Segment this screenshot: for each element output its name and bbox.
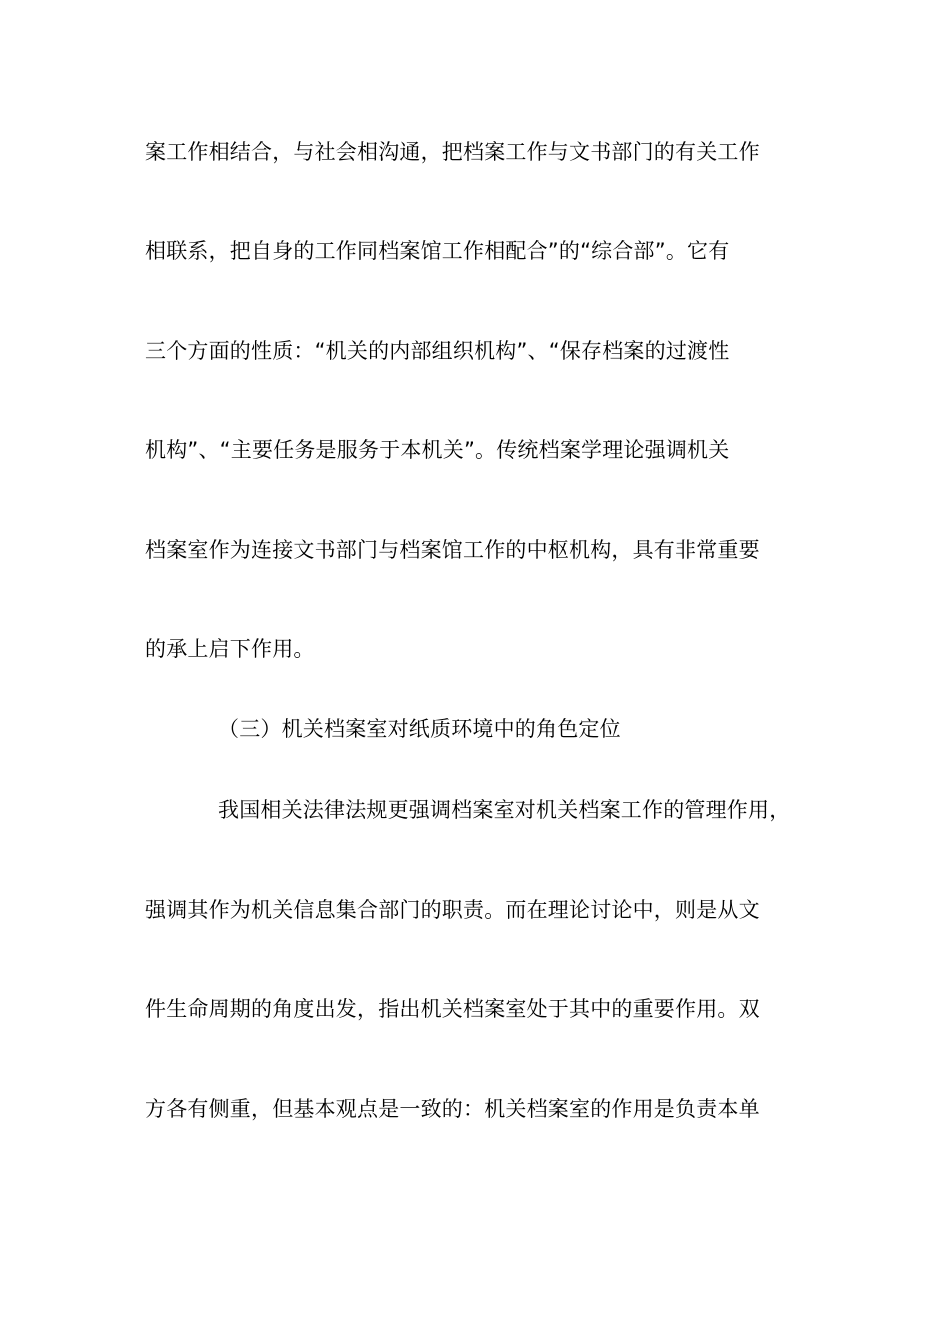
paragraph-line: 方各有侧重，但基本观点是一致的：机关档案室的作用是负责本单 bbox=[145, 1097, 760, 1121]
paragraph-line: 案工作相结合，与社会相沟通，把档案工作与文书部门的有关工作 bbox=[145, 140, 760, 164]
paragraph-line: 的承上启下作用。 bbox=[145, 637, 315, 661]
section-heading: （三）机关档案室对纸质环境中的角色定位 bbox=[218, 717, 621, 741]
paragraph-line: 三个方面的性质：“机关的内部组织机构”、“保存档案的过渡性 bbox=[145, 339, 730, 363]
paragraph-line: 档案室作为连接文书部门与档案馆工作的中枢机构，具有非常重要 bbox=[145, 538, 760, 562]
paragraph-line: 我国相关法律法规更强调档案室对机关档案工作的管理作用， bbox=[218, 798, 791, 822]
paragraph-line: 件生命周期的角度出发，指出机关档案室处于其中的重要作用。双 bbox=[145, 997, 760, 1021]
paragraph-line: 强调其作为机关信息集合部门的职责。而在理论讨论中，则是从文 bbox=[145, 898, 760, 922]
paragraph-line: 相联系，把自身的工作同档案馆工作相配合”的“综合部”。它有 bbox=[145, 239, 730, 263]
paragraph-line: 机构”、“主要任务是服务于本机关”。传统档案学理论强调机关 bbox=[145, 438, 730, 462]
